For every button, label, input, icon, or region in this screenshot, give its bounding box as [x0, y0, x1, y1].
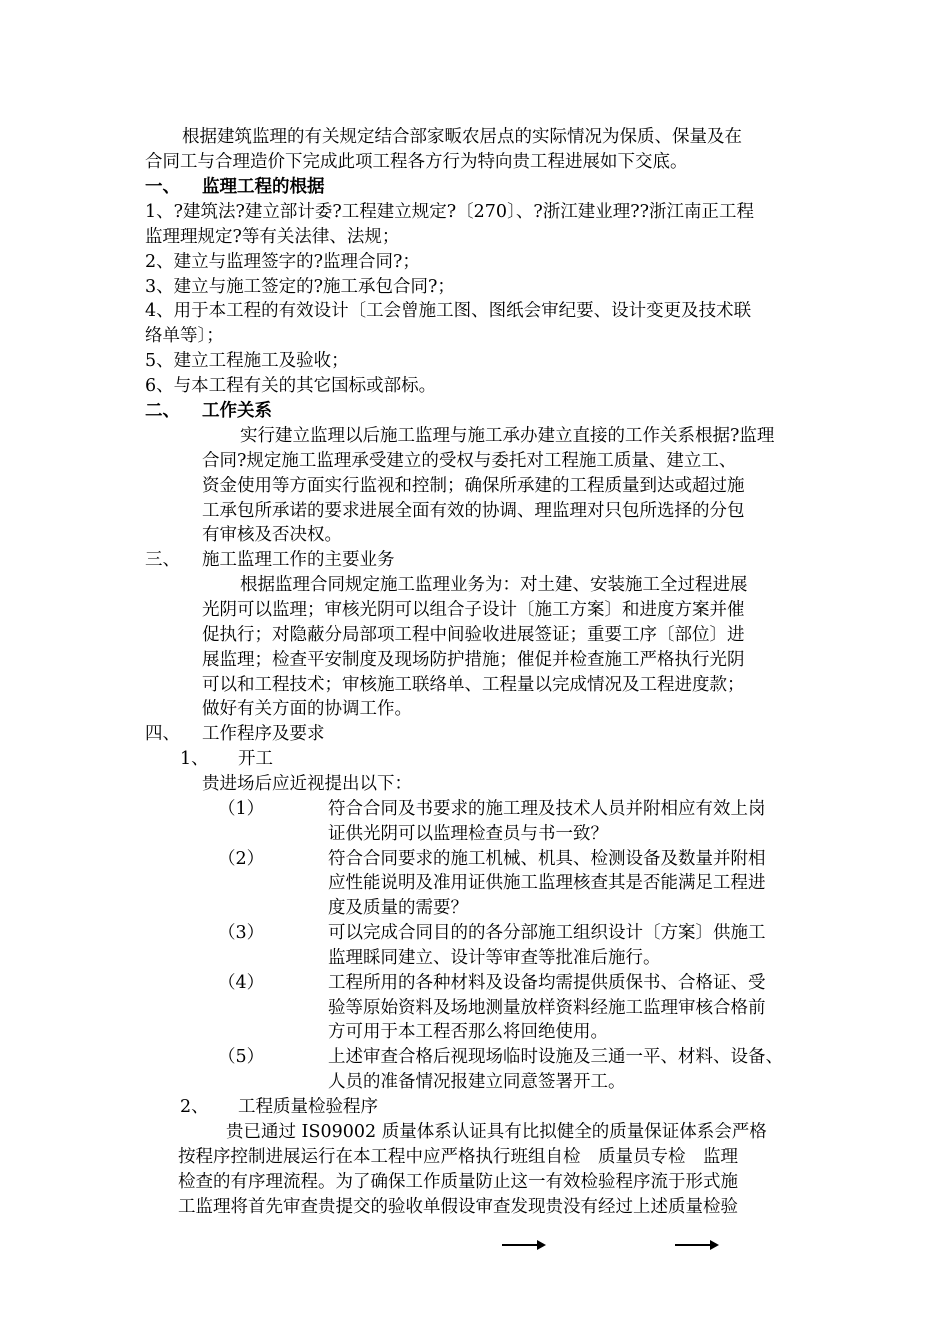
- subsection-2-line: 贵已通过 IS09002 质量体系认证具有比拟健全的质量保证体系会严格: [226, 1122, 767, 1142]
- list-item-line: 符合合同及书要求的施工理及技术人员并附相应有效上岗: [328, 799, 766, 819]
- section-4-number: 四、: [145, 724, 180, 744]
- subsection-2-title: 工程质量检验程序: [238, 1097, 378, 1117]
- list-item-number: （3）: [218, 923, 265, 943]
- subsection-1-intro: 贵进场后应近视提出以下：: [202, 774, 412, 794]
- section-3-line: 根据监理合同规定施工监理业务为：对土建、安装施工全过程进展: [240, 575, 748, 595]
- list-item-number: （5）: [218, 1047, 265, 1067]
- section-1-line: 监理理规定?等有关法律、法规；: [145, 227, 400, 247]
- right-arrow-icon: [675, 1244, 717, 1246]
- list-item-line: 符合合同要求的施工机械、机具、检测设备及数量并附相: [328, 849, 766, 869]
- list-item-line: 上述审查合格后视现场临时设施及三通一平、材料、设备、: [328, 1047, 783, 1067]
- section-3-line: 促执行；对隐蔽分局部项工程中间验收进展签证；重要工序〔部位〕进: [202, 625, 745, 645]
- intro-line-1: 根据建筑监理的有关规定结合部家畈农居点的实际情况为保质、保量及在: [182, 127, 742, 147]
- list-item-line: 验等原始资料及场地测量放样资料经施工监理审核合格前: [328, 998, 766, 1018]
- section-3-line: 光阴可以监理；审核光阴可以组合子设计〔施工方案〕和进度方案并催: [202, 600, 745, 620]
- list-item-line: 证供光阴可以监理检查员与书一致？: [328, 824, 608, 844]
- section-1-title: 监理工程的根据: [202, 177, 325, 197]
- subsection-2-line: 工监理将首先审查贵提交的验收单假设审查发现贵没有经过上述质量检验: [178, 1197, 738, 1217]
- section-2-title: 工作关系: [202, 401, 272, 421]
- section-1-line: 络单等〕；: [145, 326, 224, 346]
- section-3-title: 施工监理工作的主要业务: [202, 550, 395, 570]
- section-4-title: 工作程序及要求: [202, 724, 325, 744]
- subsection-2-line: 检查的有序理流程。为了确保工作质量防止这一有效检验程序流于形式施: [178, 1172, 738, 1192]
- list-item-line: 监理睬同建立、设计等审查等批准后施行。: [328, 948, 661, 968]
- section-2-number: 二、: [145, 401, 180, 421]
- list-item-line: 可以完成合同目的的各分部施工组织设计〔方案〕供施工: [328, 923, 766, 943]
- right-arrow-icon: [502, 1244, 544, 1246]
- section-3-line: 展监理；检查平安制度及现场防护措施；催促并检查施工严格执行光阴: [202, 650, 745, 670]
- section-1-line: 5、建立工程施工及验收；: [145, 351, 349, 371]
- list-item-line: 度及质量的需要？: [328, 898, 468, 918]
- section-3-number: 三、: [145, 550, 180, 570]
- section-3-line: 可以和工程技术；审核施工联络单、工程量以完成情况及工程进度款；: [202, 675, 745, 695]
- section-1-line: 3、建立与施工签定的?施工承包合同?；: [145, 277, 455, 297]
- section-2-line: 资金使用等方面实行监视和控制；确保所承建的工程质量到达或超过施: [202, 476, 745, 496]
- section-1-line: 2、建立与监理签字的?监理合同?；: [145, 252, 420, 272]
- subsection-2-line: 按程序控制进展运行在本工程中应严格执行班组自检 质量员专检 监理: [178, 1147, 738, 1167]
- list-item-line: 应性能说明及准用证供施工监理核查其是否能满足工程进: [328, 873, 766, 893]
- list-item-number: （2）: [218, 849, 265, 869]
- section-2-line: 有审核及否决权。: [202, 525, 342, 545]
- section-3-line: 做好有关方面的协调工作。: [202, 699, 412, 719]
- list-item-line: 人员的准备情况报建立同意签署开工。: [328, 1072, 626, 1092]
- subsection-1-number: 1、: [180, 749, 209, 769]
- section-2-line: 工承包所承诺的要求进展全面有效的协调、理监理对只包所选择的分包: [202, 501, 745, 521]
- section-1-line: 1、?建筑法?建立部计委?工程建立规定?〔270〕、?浙江建业理??浙江南正工程: [145, 202, 754, 222]
- list-item-line: 方可用于本工程否那么将回绝使用。: [328, 1022, 608, 1042]
- subsection-1-title: 开工: [238, 749, 273, 769]
- section-1-line: 6、与本工程有关的其它国标或部标。: [145, 376, 437, 396]
- list-item-number: （4）: [218, 973, 265, 993]
- section-1-number: 一、: [145, 177, 180, 197]
- section-2-line: 合同?规定施工监理承受建立的受权与委托对工程施工质量、建立工、: [202, 451, 737, 471]
- section-1-line: 4、用于本工程的有效设计〔工会曾施工图、图纸会审纪要、设计变更及技术联: [145, 301, 752, 321]
- section-2-line: 实行建立监理以后施工监理与施工承办建立直接的工作关系根据?监理: [240, 426, 775, 446]
- list-item-number: （1）: [218, 799, 265, 819]
- list-item-line: 工程所用的各种材料及设备均需提供质保书、合格证、受: [328, 973, 766, 993]
- subsection-2-number: 2、: [180, 1097, 209, 1117]
- intro-line-2: 合同工与合理造价下完成此项工程各方行为特向贵工程进展如下交底。: [145, 152, 688, 172]
